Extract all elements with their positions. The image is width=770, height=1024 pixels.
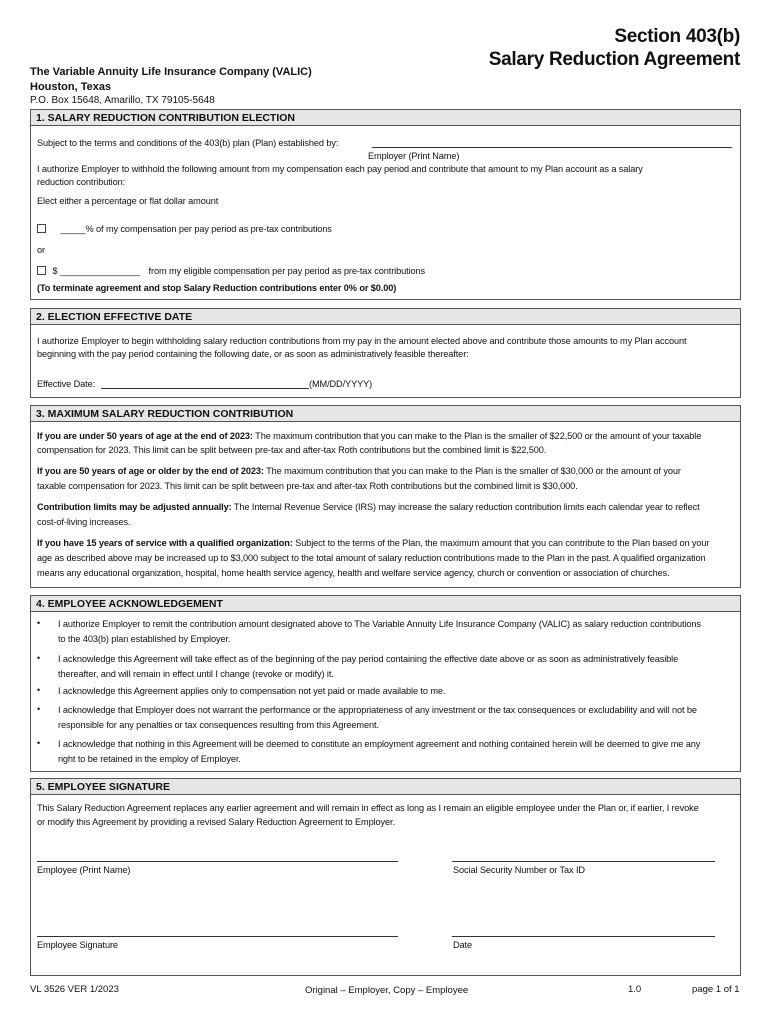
percent-option [37, 222, 332, 236]
ack-1-line2: to the 403(b) plan established by Employer. [58, 634, 231, 644]
section-5-heading: 5. EMPLOYEE SIGNATURE [31, 779, 740, 795]
over-50-line1 [37, 464, 681, 478]
employer-name-label: Employer (Print Name) [368, 151, 460, 161]
form-id: VL 3526 VER 1/2023 [30, 984, 119, 995]
employee-name-label: Employee (Print Name) [37, 865, 131, 875]
ssn-field[interactable] [452, 861, 715, 862]
form-title-section: Section 403(b) [614, 26, 740, 47]
bullet-5: • [37, 738, 41, 748]
section-1-heading: 1. SALARY REDUCTION CONTRIBUTION ELECTION [31, 110, 740, 126]
ack-5-line2: right to be retained in the employ of Employer. [58, 754, 241, 764]
company-city: Houston, Texas [30, 81, 112, 93]
authorize-text-line1: I authorize Employer to withhold the following amount from my compensation each pay period and contribute that amount to my Plan account as a salary [37, 164, 643, 174]
limits-line1 [37, 500, 700, 514]
dollar-checkbox[interactable] [37, 266, 46, 275]
percent-option-label: _____% of my compensation per pay period as pre-tax contributions [60, 224, 332, 234]
bullet-1: • [37, 618, 41, 628]
employee-signature-label: Employee Signature [37, 940, 118, 950]
under-50-text: The maximum contribution that you can make to the Plan is the smaller of $22,500 or the amount of your taxable [252, 431, 702, 441]
employee-name-field[interactable] [37, 861, 398, 862]
over-50-lead: If you are 50 years of age or older by the end of 2023: [37, 466, 264, 476]
company-name: The Variable Annuity Life Insurance Company (VALIC) [30, 66, 312, 78]
form-version: 1.0 [628, 984, 642, 995]
authorize-text-line2: reduction contribution: [37, 177, 126, 187]
employee-signature-field[interactable] [37, 936, 398, 937]
limits-text: The Internal Revenue Service (IRS) may increase the salary reduction contribution limits each calendar year to reflect [231, 502, 700, 512]
dollar-option [37, 264, 425, 278]
over-50-text: The maximum contribution that you can make to the Plan is the smaller of $30,000 or the amount of your [263, 466, 681, 476]
plan-established-text: Subject to the terms and conditions of the 403(b) plan (Plan) established by: [37, 138, 339, 148]
or-text: or [37, 245, 45, 255]
company-address: P.O. Box 15648, Amarillo, TX 79105-5648 [30, 95, 215, 106]
ack-3-line1: I acknowledge this Agreement applies only to compensation not yet paid or made available to me. [58, 686, 446, 696]
service-line2: age as described above may be increased up to $3,000 subject to the total amount of salary reduction contributions made to the Plan in the past. A qualified organization [37, 553, 706, 563]
elect-instruction: Elect either a percentage or flat dollar amount [37, 196, 219, 206]
under-50-line1 [37, 429, 701, 443]
replaces-line1: This Salary Reduction Agreement replaces any earlier agreement and will remain in effect as long as I remain an eligible employee under the Plan or, if earlier, I revoke [37, 803, 699, 813]
page-number: page 1 of 1 [692, 984, 740, 995]
section-4-heading: 4. EMPLOYEE ACKNOWLEDGEMENT [31, 596, 740, 612]
under-50-line2: compensation for 2023. This limit can be split between pre-tax and after-tax Roth contributions but the combined limit is $22,500. [37, 445, 547, 455]
percent-checkbox[interactable] [37, 224, 46, 233]
under-50-lead: If you are under 50 years of age at the end of 2023: [37, 431, 253, 441]
ssn-label: Social Security Number or Tax ID [453, 865, 585, 875]
section-3-heading: 3. MAXIMUM SALARY REDUCTION CONTRIBUTION [31, 406, 740, 422]
ack-2-line2: thereafter, and will remain in effect until I change (revoke or modify) it. [58, 669, 334, 679]
dollar-amount-field[interactable]: $ ________________ [52, 266, 141, 276]
copy-distribution: Original – Employer, Copy – Employee [305, 985, 469, 996]
effective-text-line1: I authorize Employer to begin withholding salary reduction contributions from my pay in the amount elected above and contribute those amounts to my Plan account [37, 336, 687, 346]
effective-text-line2: beginning with the pay period containing the following date, or as soon as administratively feasible thereafter: [37, 349, 469, 359]
limits-lead: Contribution limits may be adjusted annually: [37, 502, 232, 512]
ack-4-line2: responsible for any penalties or tax consequences resulting from this Agreement. [58, 720, 379, 730]
ack-5-line1: I acknowledge that nothing in this Agreement will be deemed to constitute an employment agreement and nothing contained herein will be deemed to give me any [58, 739, 701, 749]
terminate-instruction: (To terminate agreement and stop Salary Reduction contributions enter 0% or $0.00) [37, 283, 397, 293]
effective-date-format: (MM/DD/YYYY) [309, 379, 373, 389]
bullet-4: • [37, 704, 41, 714]
replaces-line2: or modify this Agreement by providing a revised Salary Reduction Agreement to Employer. [37, 817, 395, 827]
employer-name-field[interactable] [372, 147, 732, 148]
form-title: Salary Reduction Agreement [488, 49, 740, 70]
service-lead: If you have 15 years of service with a qualified organization: [37, 538, 293, 548]
ack-2-line1: I acknowledge this Agreement will take effect as of the beginning of the pay period containing the effective date above or as soon as administratively feasible [58, 654, 679, 664]
dollar-option-label: from my eligible compensation per pay period as pre-tax contributions [148, 266, 426, 276]
limits-line2: cost-of-living increases. [37, 517, 131, 527]
service-line1 [37, 536, 709, 550]
ack-1-line1: I authorize Employer to remit the contribution amount designated above to The Variable Annuity Life Insurance Company (VALIC) as salary reduction contributions [58, 619, 701, 629]
effective-date-field[interactable] [101, 388, 309, 389]
over-50-line2: taxable compensation for 2023. This limit can be split between pre-tax and after-tax Roth contributions but the combined limit is $30,000. [37, 481, 578, 491]
service-line3: means any educational organization, hospital, home health service agency, health and welfare service agency, church or convention or association of churches. [37, 568, 670, 578]
section-2-heading: 2. ELECTION EFFECTIVE DATE [31, 309, 740, 325]
signature-date-label: Date [453, 940, 473, 950]
effective-date-label: Effective Date: [37, 379, 96, 389]
ack-4-line1: I acknowledge that Employer does not warrant the performance or the appropriateness of any investment or the tax consequences or excludability and will not be [58, 705, 697, 715]
service-text: Subject to the terms of the Plan, the maximum amount that you can contribute to the Plan based on your [292, 538, 710, 548]
signature-date-field[interactable] [452, 936, 715, 937]
bullet-3: • [37, 685, 41, 695]
bullet-2: • [37, 653, 41, 663]
